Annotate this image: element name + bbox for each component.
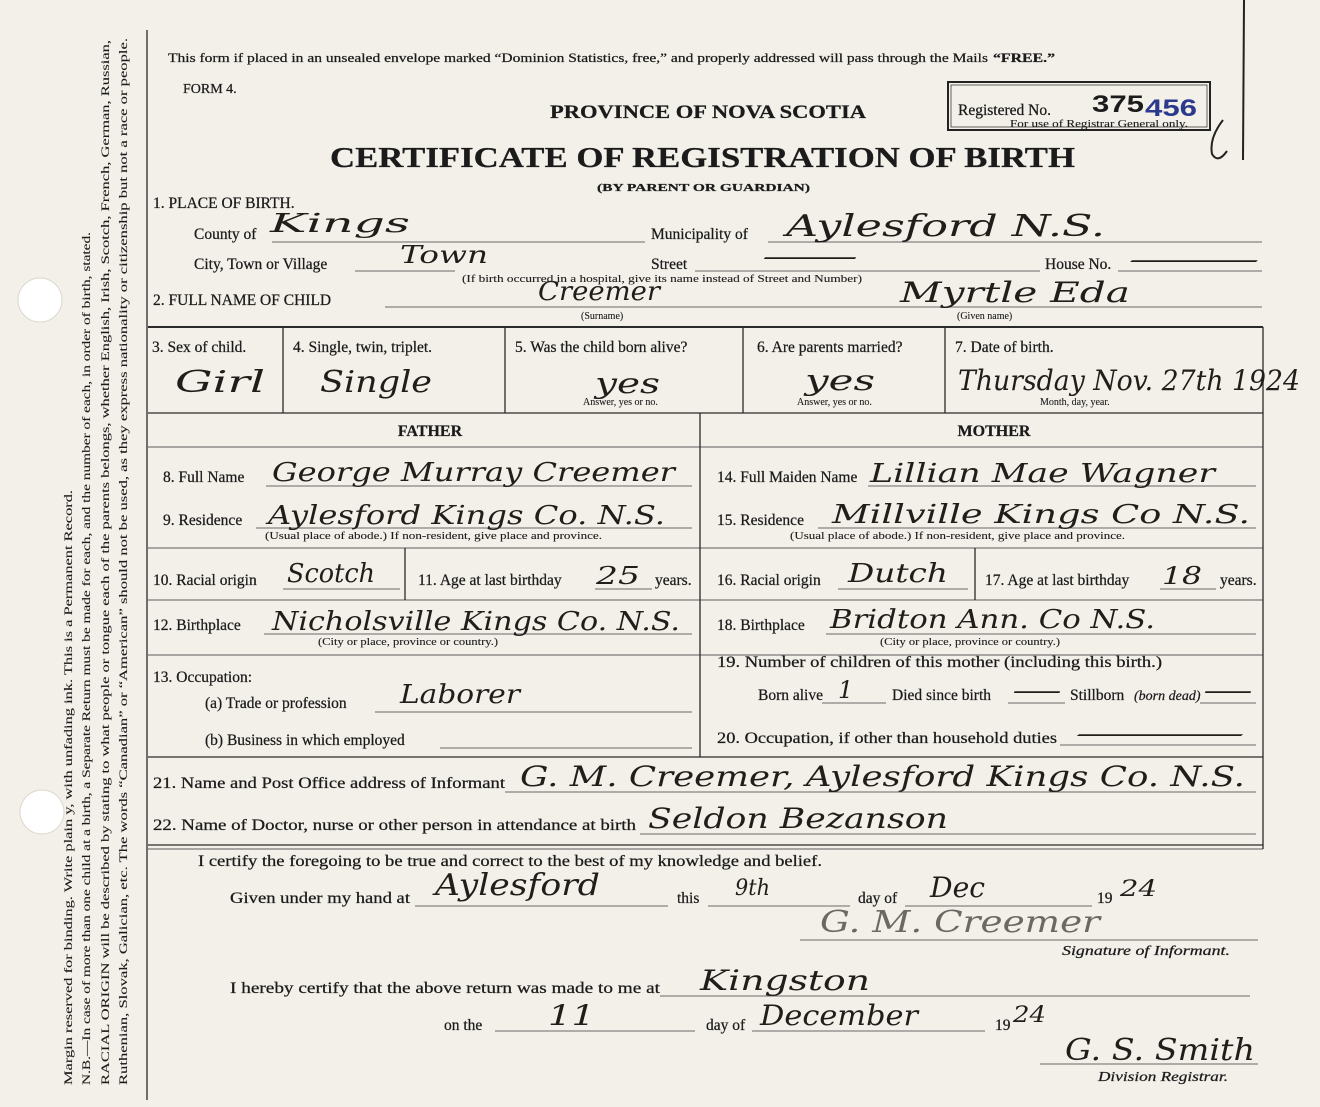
province-heading: PROVINCE OF NOVA SCOTIA <box>550 102 867 123</box>
registrar-day: 11 <box>548 999 595 1032</box>
mother-birthplace-value: Bridton Ann. Co N.S. <box>828 605 1155 635</box>
informant-signature: G. M. Creemer <box>820 905 1103 940</box>
registrar-day-of-label: day of <box>706 1017 746 1034</box>
mother-residence-value: Millville Kings Co N.S. <box>830 500 1250 530</box>
father-birthplace-value: Nicholsville Kings Co. N.S. <box>270 607 680 637</box>
house-no-value: — <box>1125 245 1263 275</box>
father-residence-note: (Usual place of abode.) If non-resident, give place and province. <box>265 531 602 542</box>
certificate-subtitle: (BY PARENT OR GUARDIAN) <box>597 182 811 194</box>
father-birthplace-note: (City or place, province or country.) <box>318 637 498 648</box>
given-at-place: Aylesford <box>431 868 600 903</box>
binding-hole-top <box>18 278 62 322</box>
parents-married-value: yes <box>802 364 875 397</box>
father-name-label: 8. Full Name <box>163 469 245 486</box>
mother-occupation-label: 20. Occupation, if other than household duties <box>717 730 1057 747</box>
given-day: 9th <box>735 876 770 901</box>
margin-note-multiple-births: N.B.—In case of more than one child at a birth, a Separate Return must be made for each, and the number of each, in order of birth, stated. <box>79 418 93 1085</box>
mother-age-unit: years. <box>1220 572 1257 589</box>
certification-statement: I certify the foregoing to be true and correct to the best of my knowledge and belief. <box>198 853 822 870</box>
surname-caption: (Surname) <box>581 311 624 322</box>
registrar-on-label: on the <box>444 1017 483 1034</box>
stillborn-label: Stillborn <box>1070 687 1125 704</box>
municipality-label: Municipality of <box>651 226 748 243</box>
date-of-birth-label: 7. Date of birth. <box>955 339 1054 356</box>
informant-signature-caption: Signature of Informant. <box>1062 944 1230 959</box>
parents-married-label: 6. Are parents married? <box>757 339 903 356</box>
father-residence-label: 9. Residence <box>163 512 243 529</box>
sex-value: Girl <box>175 365 265 400</box>
born-alive-count-label: Born alive <box>758 687 823 704</box>
father-residence-value: Aylesford Kings Co. N.S. <box>265 501 665 531</box>
plurality-value: Single <box>320 365 432 400</box>
father-business-label: (b) Business in which employed <box>205 732 405 749</box>
given-name-caption: (Given name) <box>957 311 1013 322</box>
father-age-value: 25 <box>594 562 640 590</box>
mother-age-value: 18 <box>1162 562 1202 590</box>
margin-note-nationality: Ruthenian, Slovak, Galician, etc. The words “Canadian” or “American” should not be used, as they express nationality or citizenship but not a race or people. <box>116 327 130 1085</box>
mother-residence-label: 15. Residence <box>717 512 804 529</box>
county-value: Kings <box>268 209 410 239</box>
registrar-signature: G. S. Smith <box>1065 1033 1255 1068</box>
attendant-label: 22. Name of Doctor, nurse or other person in attendance at birth <box>153 817 637 834</box>
father-name-value: George Murray Creemer <box>272 458 677 488</box>
county-label: County of <box>194 226 257 243</box>
born-alive-hint: Answer, yes or no. <box>583 397 658 408</box>
registrar-use-note: For use of Registrar General only. <box>1010 119 1188 130</box>
mother-racial-value: Dutch <box>846 559 948 589</box>
child-given-name: Myrtle Eda <box>898 276 1130 309</box>
date-of-birth-hint: Month, day, year. <box>1040 397 1110 408</box>
registrar-signature-caption: Division Registrar. <box>1096 1070 1228 1085</box>
mother-name-label: 14. Full Maiden Name <box>717 469 858 486</box>
father-occupation-label: 13. Occupation: <box>153 669 253 686</box>
given-at-label: Given under my hand at <box>230 890 411 907</box>
municipality-value: Aylesford N.S. <box>781 209 1105 244</box>
mother-name-value: Lillian Mae Wagner <box>868 459 1218 489</box>
given-this-label: this <box>677 890 700 907</box>
registered-no-label: Registered No. <box>958 102 1051 119</box>
margin-note-binding: Margin reserved for binding. Write plain y, with unfading ink. This is a Permanent Record. <box>61 649 75 1085</box>
stillborn-note: (born dead) <box>1134 689 1201 704</box>
mother-heading: MOTHER <box>957 423 1031 440</box>
father-heading: FATHER <box>397 423 463 440</box>
street-label: Street <box>651 256 688 273</box>
given-month: Dec <box>928 871 986 904</box>
children-count-label: 19. Number of children of this mother (including this birth.) <box>717 654 1162 671</box>
registrar-year-prefix: 19 <box>995 1017 1011 1034</box>
mail-notice-free: “FREE.” <box>993 50 1055 65</box>
mother-racial-label: 16. Racial origin <box>717 572 821 589</box>
parents-married-hint: Answer, yes or no. <box>797 397 872 408</box>
form-number: FORM 4. <box>183 82 237 97</box>
father-racial-label: 10. Racial origin <box>153 572 257 589</box>
street-value: — <box>760 242 860 272</box>
born-alive-count-value: 1 <box>838 676 854 704</box>
father-trade-label: (a) Trade or profession <box>205 695 347 712</box>
father-age-label: 11. Age at last birthday <box>418 572 562 589</box>
registration-number-suffix: 456 <box>1145 95 1197 122</box>
father-birthplace-label: 12. Birthplace <box>153 617 241 634</box>
born-alive-label: 5. Was the child born alive? <box>515 339 688 356</box>
born-alive-value: yes <box>592 367 660 400</box>
mother-residence-note: (Usual place of abode.) If non-resident, give place and province. <box>790 531 1125 542</box>
city-label: City, Town or Village <box>194 256 328 273</box>
registrar-year-suffix: 24 <box>1011 1003 1046 1028</box>
house-no-label: House No. <box>1045 256 1112 273</box>
informant-value: G. M. Creemer, Aylesford Kings Co. N.S. <box>520 760 1245 793</box>
registration-number-prefix: 375 <box>1092 91 1144 118</box>
stillborn-value: — <box>1203 676 1253 706</box>
father-trade-value: Laborer <box>398 680 522 710</box>
father-age-unit: years. <box>655 572 692 589</box>
died-since-birth-value: — <box>1012 676 1062 706</box>
plurality-label: 4. Single, twin, triplet. <box>293 339 433 356</box>
registrar-statement: I hereby certify that the above return was made to me at <box>230 980 661 997</box>
child-surname: Creemer <box>538 277 662 307</box>
registrar-place: Kingston <box>698 964 870 997</box>
date-of-birth-value: Thursday Nov. 27th 1924 <box>958 364 1300 397</box>
given-day-of-label: day of <box>858 890 898 907</box>
certificate-title: CERTIFICATE OF REGISTRATION OF BIRTH <box>330 142 1076 174</box>
mother-birthplace-note: (City or place, province or country.) <box>880 637 1060 648</box>
mother-age-label: 17. Age at last birthday <box>985 572 1130 589</box>
died-since-birth-label: Died since birth <box>892 687 992 704</box>
place-of-birth-heading: 1. PLACE OF BIRTH. <box>153 195 295 212</box>
sex-label: 3. Sex of child. <box>152 339 247 356</box>
child-name-label: 2. FULL NAME OF CHILD <box>153 292 332 309</box>
registrar-month: December <box>758 999 920 1032</box>
informant-label: 21. Name and Post Office address of Informant <box>153 775 506 792</box>
mail-notice: This form if placed in an unsealed envelope marked “Dominion Statistics, free,” and properly addressed will pass through the Mails <box>168 50 989 65</box>
father-racial-value: Scotch <box>287 559 375 589</box>
binding-hole-bottom <box>20 790 64 834</box>
given-year-prefix: 19 <box>1097 890 1113 907</box>
margin-note-racial-origin: RACIAL ORIGIN will be described by stating to what people or tongue each of the parents belongs, whether English, Irish, Scotch, French, German, Russian, <box>98 322 112 1085</box>
mother-birthplace-label: 18. Birthplace <box>717 617 805 634</box>
given-year-suffix: 24 <box>1118 877 1157 902</box>
mother-occupation-value: — <box>1070 719 1250 749</box>
attendant-value: Seldon Bezanson <box>648 802 948 835</box>
hospital-note: (If birth occurred in a hospital, give its name instead of Street and Number) <box>462 274 862 285</box>
city-value: Town <box>400 241 488 269</box>
